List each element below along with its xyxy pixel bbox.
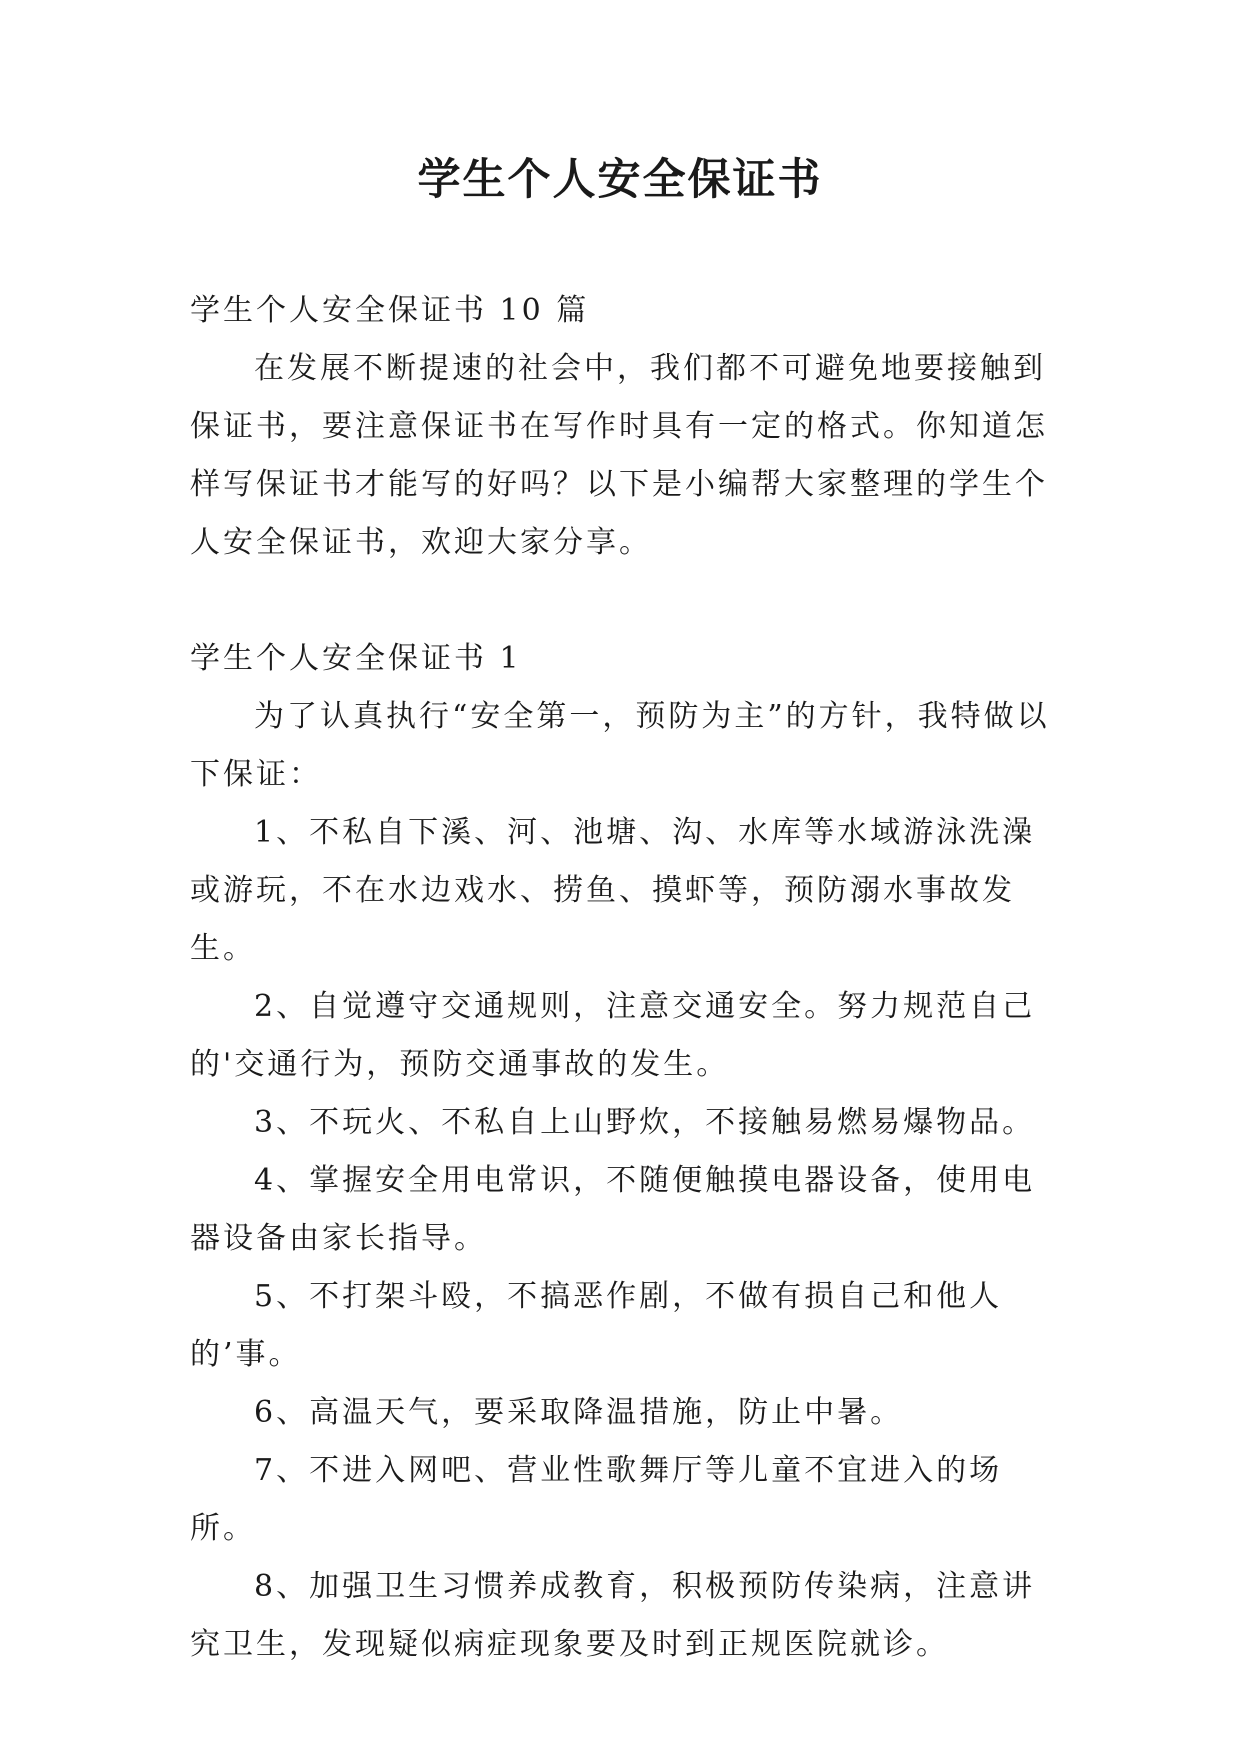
list-item: 5、不打架斗殴，不搞恶作剧，不做有损自己和他人的’事。	[190, 1279, 1003, 1372]
section-1-lead: 为了认真执行“安全第一，预防为主”的方针，我特做以下保证：	[190, 699, 1050, 792]
list-item: 1、不私自下溪、河、池塘、沟、水库等水域游泳洗澡或游玩，不在水边戏水、捞鱼、摸虾等，预防溺水事故发生。	[190, 815, 1036, 966]
list-item: 4、掌握安全用电常识，不随便触摸电器设备，使用电器设备由家长指导。	[190, 1163, 1036, 1256]
list-item: 3、不玩火、不私自上山野炊，不接触易燃易爆物品。	[254, 1105, 1036, 1140]
list-item: 8、加强卫生习惯养成教育，积极预防传染病，注意讲究卫生，发现疑似病症现象要及时到正规医院就诊。	[190, 1569, 1036, 1662]
document-title: 学生个人安全保证书	[417, 155, 823, 205]
list-item: 6、高温天气，要采取降温措施，防止中暑。	[254, 1395, 904, 1430]
section-1	[190, 630, 1050, 1674]
list-item: 2、自觉遵守交通规则，注意交通安全。努力规范自己的'交通行为，预防交通事故的发生。	[190, 989, 1036, 1082]
section-1-heading: 学生个人安全保证书 1	[190, 641, 522, 676]
intro-heading: 学生个人安全保证书 10 篇	[190, 293, 590, 328]
intro-paragraph: 在发展不断提速的社会中，我们都不可避免地要接触到保证书，要注意保证书在写作时具有一定的格式。你知道怎样写保证书才能写的好吗？以下是小编帮大家整理的学生个人安全保证书，欢迎大家分享。	[190, 351, 1048, 560]
list-item: 7、不进入网吧、营业性歌舞厅等儿童不宜进入的场所。	[190, 1453, 1003, 1546]
intro-section	[190, 282, 1050, 572]
